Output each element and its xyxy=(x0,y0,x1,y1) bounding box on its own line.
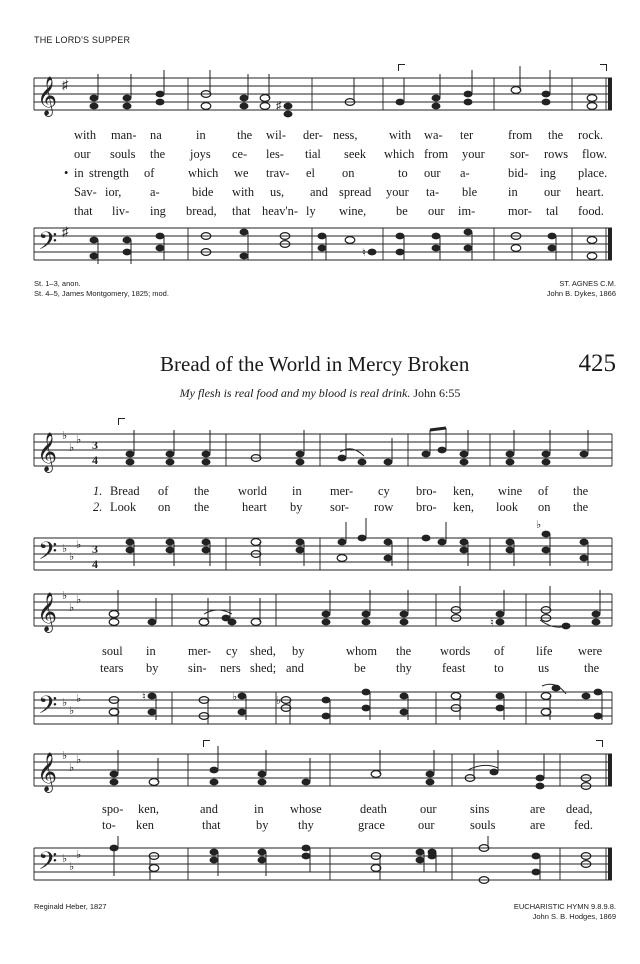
top-words-credit: St. 1–3, anon. St. 4–5, James Montgomery, 1825; mod. xyxy=(34,279,169,298)
svg-text:♭: ♭ xyxy=(62,750,68,762)
svg-text:♭: ♭ xyxy=(62,697,68,709)
hymn-title: Bread of the World in Mercy Broken xyxy=(160,352,470,376)
s3-bass-staff xyxy=(0,836,640,892)
s3-lyrics-verse-2: to- ken that by thy grace our souls are fed. xyxy=(102,818,593,832)
top-lyrics-line-1: with man- na in the wil- der- ness, with wa- ter from the rock. xyxy=(74,128,604,142)
svg-text:♭: ♭ xyxy=(69,762,75,774)
hymn-words-credit: Reginald Heber, 1827 xyxy=(34,902,107,911)
svg-text:𝄢: 𝄢 xyxy=(38,691,58,726)
s1-treble-staff xyxy=(0,420,640,480)
svg-text:♭: ♭ xyxy=(69,442,75,454)
svg-text:𝄞: 𝄞 xyxy=(37,752,58,792)
svg-text:♮: ♮ xyxy=(362,247,366,259)
svg-text:♮: ♮ xyxy=(142,691,146,703)
top-tune-credit: ST. AGNES C.M. John B. Dykes, 1866 xyxy=(546,279,616,298)
s1-lyrics-verse-2: 2. Look on the heart by sor- row bro- ken, look on the xyxy=(93,500,589,514)
svg-text:♭: ♭ xyxy=(76,594,82,606)
s1-lyrics-verse-1: 1. Bread of the world in mer- cy bro- ken, wine of the xyxy=(93,484,589,498)
svg-text:3: 3 xyxy=(92,438,98,452)
svg-text:3: 3 xyxy=(92,542,98,556)
svg-text:4: 4 xyxy=(92,557,98,571)
s2-lyrics-verse-1: soul in mer- cy shed, by whom the words of life were xyxy=(102,644,603,658)
svg-text:𝄢: 𝄢 xyxy=(38,227,58,262)
svg-text:♭: ♭ xyxy=(276,695,282,707)
top-lyrics-line-4: Sav- ior, a- bide with us, and spread your ta- ble in our heart. xyxy=(74,185,604,199)
svg-text:♭: ♭ xyxy=(76,539,82,551)
svg-text:♭: ♭ xyxy=(76,693,82,705)
top-lyrics-line-3: • in strength of which we trav- el on to our a- bid- ing place. xyxy=(64,166,608,180)
svg-text:♭: ♭ xyxy=(62,543,68,555)
page-header: THE LORD'S SUPPER xyxy=(34,35,131,45)
svg-text:𝄞: 𝄞 xyxy=(37,592,58,632)
epigraph-text: My flesh is real food and my blood is real drink. xyxy=(179,386,411,400)
hymn-tune-credit: EUCHARISTIC HYMN 9.8.9.8. John S. B. Hodges, 1869 xyxy=(513,902,616,921)
svg-text:♭: ♭ xyxy=(62,853,68,865)
svg-text:4: 4 xyxy=(92,453,98,467)
epigraph-reference: John 6:55 xyxy=(413,386,461,400)
svg-text:♭: ♭ xyxy=(69,705,75,717)
s2-bass-staff xyxy=(0,676,640,734)
svg-text:𝄞: 𝄞 xyxy=(37,76,58,116)
svg-text:♭: ♭ xyxy=(62,430,68,442)
svg-text:♯: ♯ xyxy=(62,77,69,92)
s1-bass-staff xyxy=(0,516,640,580)
top-treble-staff xyxy=(0,64,640,128)
hymn-epigraph xyxy=(0,386,640,401)
svg-text:𝄢: 𝄢 xyxy=(38,847,58,882)
svg-text:♭: ♭ xyxy=(69,861,75,873)
svg-text:♭: ♭ xyxy=(69,602,75,614)
top-lyrics-line-2: our souls the joys ce- les- tial seek which from your sor- rows flow. xyxy=(74,147,608,161)
s3-lyrics-verse-1: spo- ken, and in whose death our sins are dead, xyxy=(102,802,593,816)
top-lyrics-line-5: that liv- ing bread, that heav'n- ly wine, be our im- mor- tal food. xyxy=(74,204,604,218)
svg-text:𝄞: 𝄞 xyxy=(37,432,58,472)
hymn-number: 425 xyxy=(578,350,616,377)
svg-text:♭: ♭ xyxy=(76,434,82,446)
svg-text:♭: ♭ xyxy=(76,849,82,861)
svg-text:♭: ♭ xyxy=(536,519,542,531)
svg-text:♯: ♯ xyxy=(62,224,69,239)
svg-text:♭: ♭ xyxy=(69,551,75,563)
s3-treble-staff xyxy=(0,742,640,800)
svg-text:♭: ♭ xyxy=(232,691,238,703)
s2-lyrics-verse-2: tears by sin- ners shed; and be thy feast to us the xyxy=(100,661,600,675)
svg-text:♯: ♯ xyxy=(276,100,282,112)
svg-text:♭: ♭ xyxy=(62,590,68,602)
svg-text:♭: ♭ xyxy=(76,754,82,766)
s2-treble-staff xyxy=(0,584,640,640)
svg-text:♮: ♮ xyxy=(490,617,494,629)
top-bass-staff xyxy=(0,220,640,276)
svg-text:𝄢: 𝄢 xyxy=(38,537,58,572)
